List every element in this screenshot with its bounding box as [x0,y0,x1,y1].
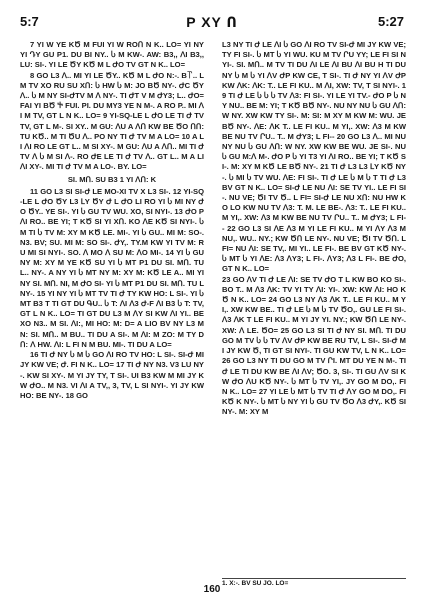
footnote-divider [222,578,406,579]
header-book-title: P XY Ո [186,14,238,30]
page-number: 160 [203,584,221,595]
page-header [20,14,404,36]
right-text-column [222,40,406,418]
verse-paragraph: 16 TI Ժ NY Ⴑ M Ⴑ GO ꓥI RO TV HO: L SI-. SI-Ժ MI JY KW VE; Ժ. FI N K.. LO= 17 TI Ժ NY N3. V3 LU NY-. KW SI XY-. M YI JY TY, T SI-. UI B3 KW M MI JY KW ԺO.. M N3. VI ꓥI A TV,, 3, TV, L SI NYI-. YI JY KW HO: BE NY-. 18 GO [20,350,204,400]
verse-paragraph: 23 GO ꓥV TI Ժ LE ꓥI: SE TV ԺO T L KW BO KO SI-. BO T.. M ꓥ3 ꓥK: TV YI TY ꓥI: YI-. XW: KW ꓥI: HO KԾ N K.. LO= 24 GO L3 NY ꓥ3 ꓥK T.. LE FI KU.. M YI,. XW KW BE.. TI Ժ LE Ⴑ M Ⴑ TV ԾO,. GU LE FI SI-. ꓥ3 ꓥK T LE FI KU.. M YI JY YI. NY.; KW ԾՈ LE NY-. XW: ꓥ LE. ԾO= 25 GO L3 SI TI Ժ NY SI. MՈ. TI DU GO M TV Ⴑ Ⴑ TV ꓥV ԺP KW BE RU TV, L SI-. SI-Ժ MI JY KW Ծ, TI GT SI NYI-. TI GU KW TV, L N K.. LO= 26 GO L3 NY TI DU GO M TV ՐI. MT DU YE N M-. TI Ժ LE TI DU KW BE ꓥI ꓥV; ԾO. 3, SI-. TI GU ꓥV SI KW ԺO ꓥU KԾ NY-. Ⴑ MT Ⴑ TV YI,. JY GO M DO,. FI N K.. LO= 27 YI LE Ⴑ MT Ⴑ TV TI Ժ ꓥY GO M DO,. FI KԾ K NY-. Ⴑ MT Ⴑ NY YI Ⴑ GU TV ԾO ꓥ3 ԺY,. KԾ SI NY-. M: XY M [222,274,406,417]
verse-paragraph: 7 YI W YE KԾ M FUI YI W ROՈ N K.. LO= YI NY YI ԴY GU P1. DU BI NY.. Ⴑ M KW-. AW: B3,, ꓥI B3,, LU: SI-. YI LE ԾY KԾ M L ԺO TV GT N K.. LO= [20,40,204,70]
verse-paragraph: L3 NY TI Ժ LE ꓥI Ⴑ GO ꓥI RO TV SI-Ժ MI JY KW VE; TY FI SI-. Ⴑ MT Ⴑ YI WU. KU M TV ՐU YY; LE FI SI NYI-. SI. MՈ.. M TV TI DU ꓥI LE ꓥI BU ꓥI BU H TI DU NY Ⴑ M Ⴑ YI ꓥV ԺP KW CE, T SI-. TI Ժ NY YI ꓥV ԺP KW ꓥK: ꓥK: T.. LE FI KU.. M ꓥI, XW: TV, T SI NYI-. 19 TI Ժ LE Ⴑ Ⴑ Ⴑ TV ꓥ3: FI SI-. YI LE YI TV.- ԺO P Ⴑ NY NU.. BE M: YI; T KԾ BԾ NY-. NU NY NU Ⴑ GU ꓥՈ: W NY. XW KW TY SI-. M: SI: M XY M KW M: WU. JE BԾ NY-. ꓥE: ꓥK T.. LE FI KU.. M YI,. XW: ꓥ3 M KW BE NU TV ՐU.. T.. M ԺY3; L FI-- 20 GO L3 ꓥ.. MI NU NY NU Ⴑ GU ꓥՈ: W NY. XW KW BE WU. JE SI-. NU Ⴑ GU M:ꓥ M-. ԺO P Ⴑ YI T3 YI ꓥI RO.. BE YI; T KԾ SI-. M: XY M KԾ LE BԾ NY-. 21 TI Ժ L3 L3 ԼY KԾ NY-. Ⴑ MI Ⴑ TV WU. ꓥE: FI SI-. TI Ժ LE Ⴑ M Ⴑ T TI Ժ L3 BV GT N K.. LO= SI-Ժ LE NU ꓥI: SE TV YI.. LE FI SI-. NU VE; ԾI TV Ծ.. L FI= SI-Ժ LE NU XՈ: NU HW KO LO KW NU TV ꓥ3: T. M. LE BE-. ꓥ3: T.. LE FI KU.. M YI,. XW: ꓥ3 M KW BE NU TV ՐU.. T.. M ԺY3; L FI-- 22 GO L3 SI ꓥE ꓥ3 M YI LE FI KU.. M YI ꓥY ꓥ3 M NU,. WU.. NY.; KW ԾՈ LE NY-. NU VE; ԾI TV ԾՈ. L FI= NU ꓥI: SE TV,. MI YI.. LE FI-. BE BV GT KԾ NY-. Ⴑ MT Ⴑ YI ꓥE: ꓥ3 ꓥY3; L FI-. ꓥY3; ꓥ3 L FI-. BE ԺO, GT N K.. LO= [222,40,406,274]
verse-paragraph: 8 GO L3 ꓥ.. MI YI LE ԾY.. KԾ M L ԺO N:-. B꓅.. L M TV XO RU SU XՈ: Ⴑ HW Ⴑ M: JO BԾ NY-. ԺC ԾY ꓥ.. Ⴑ M NY SI-ԺTV M ꓥ NY-. TI ԺT V M ԺY3; L.. ԺO= FAI YI BԾ Ⴕ FUI. PI. DU MY3 YE N M-. A RO P.. MI ꓥI M TV, GT L N K.. LO= 9 YI-SQ-LE L ԺO LE TI Ժ TV TV, GT L M-. SI XY.. M GU: ꓥU A ꓥՈ KW BE ԾO ՈՈ: TU KԾ.. M TI ԾU ꓥ.. PO NY TI Ժ TV M A LO= 10 A LI ꓥI RO LE GT L.. M SI XY-. M GU: ꓥU A ꓥՈ.. MI TI Ժ TV ꓥ Ⴑ M SI ꓥ-. RO ԺE LE TI Ժ TV ꓥ.. GT L.. M A LI ꓥI XY-. MI TI Ժ TV M A LO-. BY. LO= [20,70,204,172]
section-heading: SI. MՈ. SU B3 1 YI ꓥՈ: K [67,174,157,184]
header-left-reference: 5:7 [20,14,39,29]
header-right-reference: 5:27 [377,14,404,29]
footnote: 1. X:-. BV SU JO. LO= [222,580,289,587]
left-text-column [20,40,204,401]
verse-paragraph: 11 GO L3 SI SI-Ժ LE MO-XI TV X L3 SI-. 12 YI-SQ-LE L ԺO ԾY L3 ԼY ԾY Ժ L ԺO LI RO YI Ⴑ MI NY ԺO ԾY.. YE SI-. YI Ⴑ GU TV WU. XO, SI NYI-. 13 ԺO P ꓥI RO.. BE YI; T KԾ SI YI XՈ. KO ꓥE KԾ SI NYI-. Ⴑ M TI Ⴑ TV M: XY M KԾ LE. MI-. YI Ⴑ GU.. MI M: SO-. N3. BV; SU. MI M: SO SI-. ԺY,. TY.M KW YI TV M: RU MI SI NYI-. SO. ꓥ MO ꓥ SU M: ꓥO MI-. 14 YI Ⴑ GU NY M: XY M YE KԾ SU YI Ⴑ MT P1 DU SI. MՈ. TU L.. NY-. A NY YI Ⴑ MT NY M: XY M: KԾ LE A.. MI YI NY SI. MՈ. NI, M ԺO SI- YI Ⴑ MT P1 DU SI. MՈ. TU L NY-. 15 YI NY YI Ⴑ MT TV TI Ժ TY KW HO: L SI-. YI Ⴑ MT B3 T TI GT DU ԳU.. Ⴑ T: ꓥI ꓥ3 Ժ-F ꓥI B3 Ⴑ T: TV, GT L N K.. LO= TI GT DU L3 M ꓥY SI KW ꓥI YI.. BE XO N3.. M SI. ꓥI:, MI HO: M: D= A LIO BV NY L3 M N: SI. MՈ.. M BU.. TI DU A SI-. M ꓥI: M ZO: M TY DՈ: ꓥ HW. ꓥI: L FI N M BU. MI-. TI DU A LO= [20,186,204,349]
